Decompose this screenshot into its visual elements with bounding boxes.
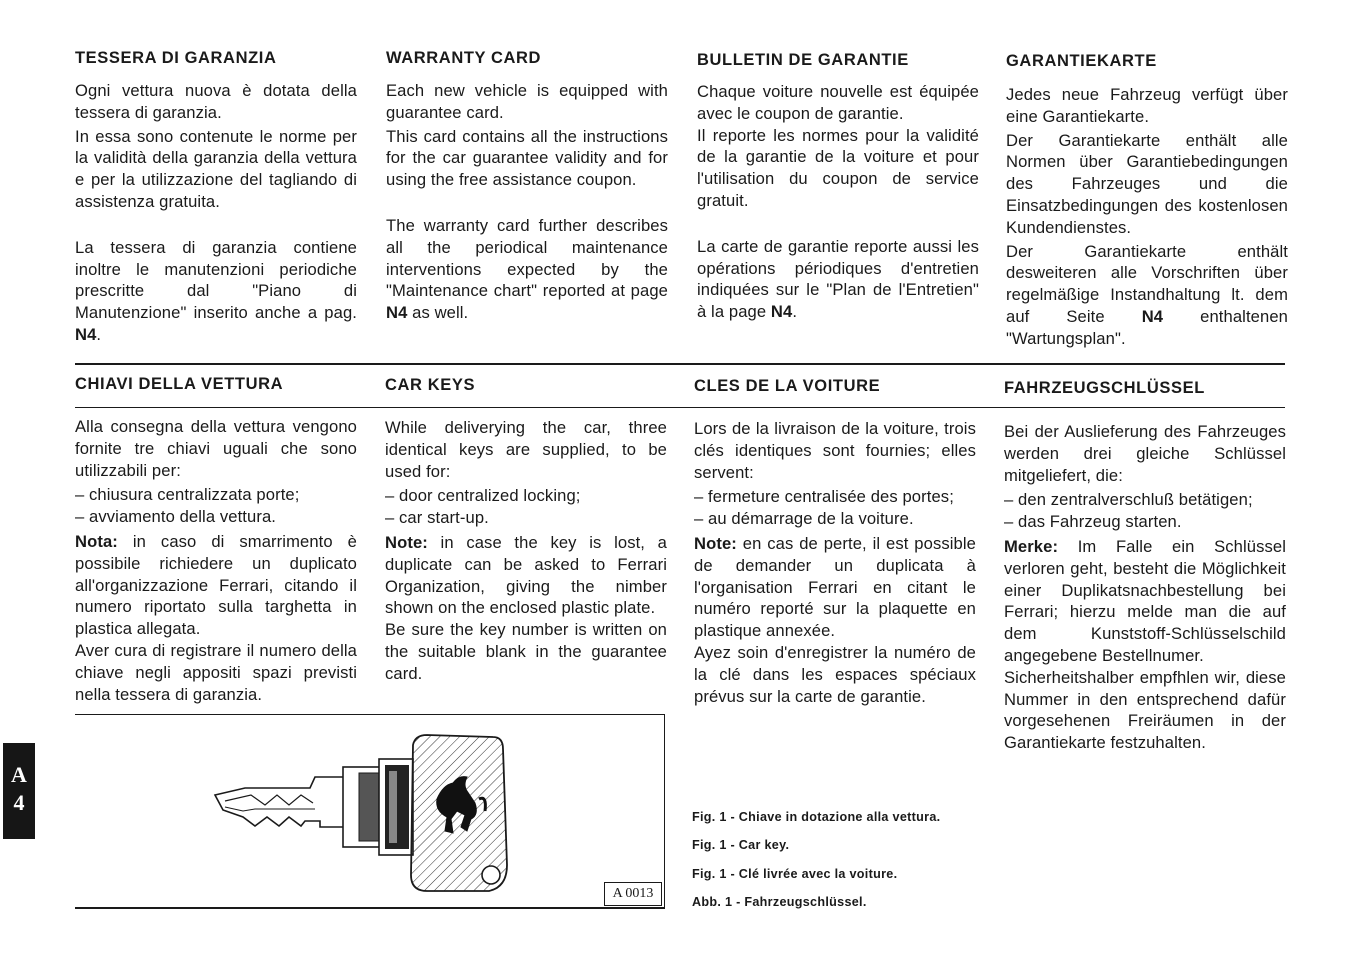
- figure-caption-it: Fig. 1 - Chiave in dotazione alla vettura.: [692, 810, 941, 824]
- tab-number: 4: [13, 790, 25, 815]
- note: Note: en cas de perte, il est possible de demander un duplicata à l'organisation Ferrari en citant le numéro reporté sur la plaquette en plastique annexée.: [694, 533, 976, 641]
- list-item: – chiusura centralizzata porte;: [75, 485, 300, 505]
- note-label: Note:: [385, 532, 428, 552]
- list: [694, 486, 976, 530]
- list: [385, 485, 667, 529]
- section-title: TESSERA DI GARANZIA: [75, 49, 277, 67]
- section-title: FAHRZEUGSCHLÜSSEL: [1004, 379, 1205, 397]
- figure-caption-fr: Fig. 1 - Clé livrée avec la voiture.: [692, 867, 898, 881]
- list-item: – avviamento della vettura.: [75, 507, 277, 527]
- keys-section-it: [75, 373, 357, 705]
- paragraph: Aver cura di registrare il numero della chiave negli appositi spazi previsti nella tessera di garanzia.: [75, 640, 357, 704]
- list-item: – das Fahrzeug starten.: [1004, 512, 1182, 532]
- paragraph: This card contains all the instructions for the car guarantee validity and for using the free assistance coupon.: [386, 126, 668, 190]
- paragraph: Der Garantiekarte enthält alle Normen über Garantiebedingungen des Fahrzeuges und die Einsatzbedingungen des kostenlosen Kundendienstes.: [1006, 130, 1288, 237]
- list-item: – car start-up.: [385, 508, 489, 528]
- paragraph: Lors de la livraison de la voiture, trois clés identiques sont fournies; elles servent:: [694, 419, 976, 482]
- warranty-section-it: [75, 47, 357, 346]
- note: Nota: in caso di smarrimento è possibile richiedere un duplicato all'organizzazione Ferrari, citando il numero riportato sulla targhetta in plastica allegata.: [75, 531, 357, 639]
- warranty-section-fr: [697, 49, 979, 323]
- paragraph: Il reporte les normes pour la validité de la garantie de la voiture et pour l'utilisation du coupon de service gratuit.: [697, 125, 979, 210]
- ferrari-key-illustration: [75, 715, 664, 908]
- keys-section-de: [1004, 377, 1286, 754]
- paragraph: In essa sono contenute le norme per la validità della garanzia della vettura e per la utilizzazione del tagliando di assistenza gratuita.: [75, 126, 357, 211]
- paragraph: Be sure the key number is written on the suitable blank in the guarantee card.: [385, 620, 667, 683]
- section-title: CLES DE LA VOITURE: [694, 377, 881, 395]
- paragraph: La carte de garantie reporte aussi les opérations périodiques d'entretien indiquées sur le "Plan de l'Entretien" à la page N4.: [697, 236, 979, 322]
- section-title: CHIAVI DELLA VETTURA: [75, 375, 284, 393]
- paragraph: Chaque voiture nouvelle est équipée avec le coupon de garantie.: [697, 82, 979, 123]
- list-item: – fermeture centralisée des portes;: [694, 487, 954, 507]
- figure-caption-en: Fig. 1 - Car key.: [692, 838, 790, 852]
- figure-caption-de: Abb. 1 - Fahrzeugschlüssel.: [692, 895, 867, 909]
- warranty-section-de: [1006, 50, 1288, 350]
- list-item: – door centralized locking;: [385, 486, 581, 506]
- tab-letter: A: [11, 762, 27, 787]
- note-label: Nota:: [75, 531, 118, 551]
- note: Merke: Im Falle ein Schlüssel verloren geht, besteht die Möglichkeit einer Duplikatsnachbestellung bei Ferrari; hierzu melde man die auf dem Kunststoff-Schlüsselschild angegebene Bestellnumer.: [1004, 536, 1286, 665]
- page-reference: N4: [386, 303, 408, 323]
- keys-section-en: [385, 374, 667, 685]
- warranty-section-en: [386, 47, 668, 324]
- list: [75, 484, 357, 528]
- paragraph: Each new vehicle is equipped with guarantee card.: [386, 81, 668, 122]
- note: Note: in case the key is lost, a duplicate can be asked to Ferrari Organization, giving the nimber shown on the enclosed plastic plate.: [385, 532, 667, 618]
- section-title: WARRANTY CARD: [386, 49, 542, 67]
- figure-code: A 0013: [604, 882, 662, 906]
- keys-section-fr: [694, 375, 976, 707]
- key-figure: [75, 714, 665, 909]
- paragraph: Ogni vettura nuova è dotata della tessera di garanzia.: [75, 81, 357, 122]
- page-reference: N4: [75, 324, 97, 344]
- paragraph: La tessera di garanzia contiene inoltre le manutenzioni periodiche prescritte dal "Piano di Manutenzione" inserito anche a pag. N4.: [75, 237, 357, 344]
- paragraph: Alla consegna della vettura vengono fornite tre chiavi uguali che sono utilizzabili per:: [75, 417, 357, 480]
- section-thumb-tab: [3, 743, 35, 839]
- section-title: CAR KEYS: [385, 376, 476, 394]
- note-label: Note:: [694, 533, 737, 553]
- section-divider: [75, 363, 1285, 365]
- note-label: Merke:: [1004, 536, 1059, 556]
- list-item: – den zentralverschluß betätigen;: [1004, 490, 1253, 510]
- list: [1004, 489, 1286, 533]
- paragraph: Der Garantiekarte enthält desweiteren alle Vorschriften über regelmäßige Instandhaltung lt. dem auf Seite N4 enthaltenen "Wartungsplan".: [1006, 241, 1288, 348]
- paragraph: While deliverying the car, three identical keys are supplied, to be used for:: [385, 418, 667, 481]
- paragraph: Bei der Auslieferung des Fahrzeuges werden drei gleiche Schlüssel mitgeliefert, die:: [1004, 422, 1286, 485]
- paragraph: The warranty card further describes all the periodical maintenance interventions expected by the "Maintenance chart" reported at page N4 as well.: [386, 215, 668, 323]
- paragraph: Ayez soin d'enregistrer la numéro de la clé dans les espaces spéciaux prévus sur la carte de garantie.: [694, 642, 976, 706]
- list-item: – au démarrage de la voiture.: [694, 509, 914, 529]
- paragraph: Sicherheitshalber empfhlen wir, diese Nummer in den entsprechend dafür vorgesehenen Freiräumen in der Garantiekarte festzuhalten.: [1004, 667, 1286, 753]
- paragraph: Jedes neue Fahrzeug verfügt über eine Garantiekarte.: [1006, 85, 1288, 126]
- section-title: BULLETIN DE GARANTIE: [697, 51, 909, 69]
- page-reference: N4: [770, 302, 793, 322]
- page-reference: N4: [1141, 306, 1164, 326]
- section-title: GARANTIEKARTE: [1006, 52, 1157, 70]
